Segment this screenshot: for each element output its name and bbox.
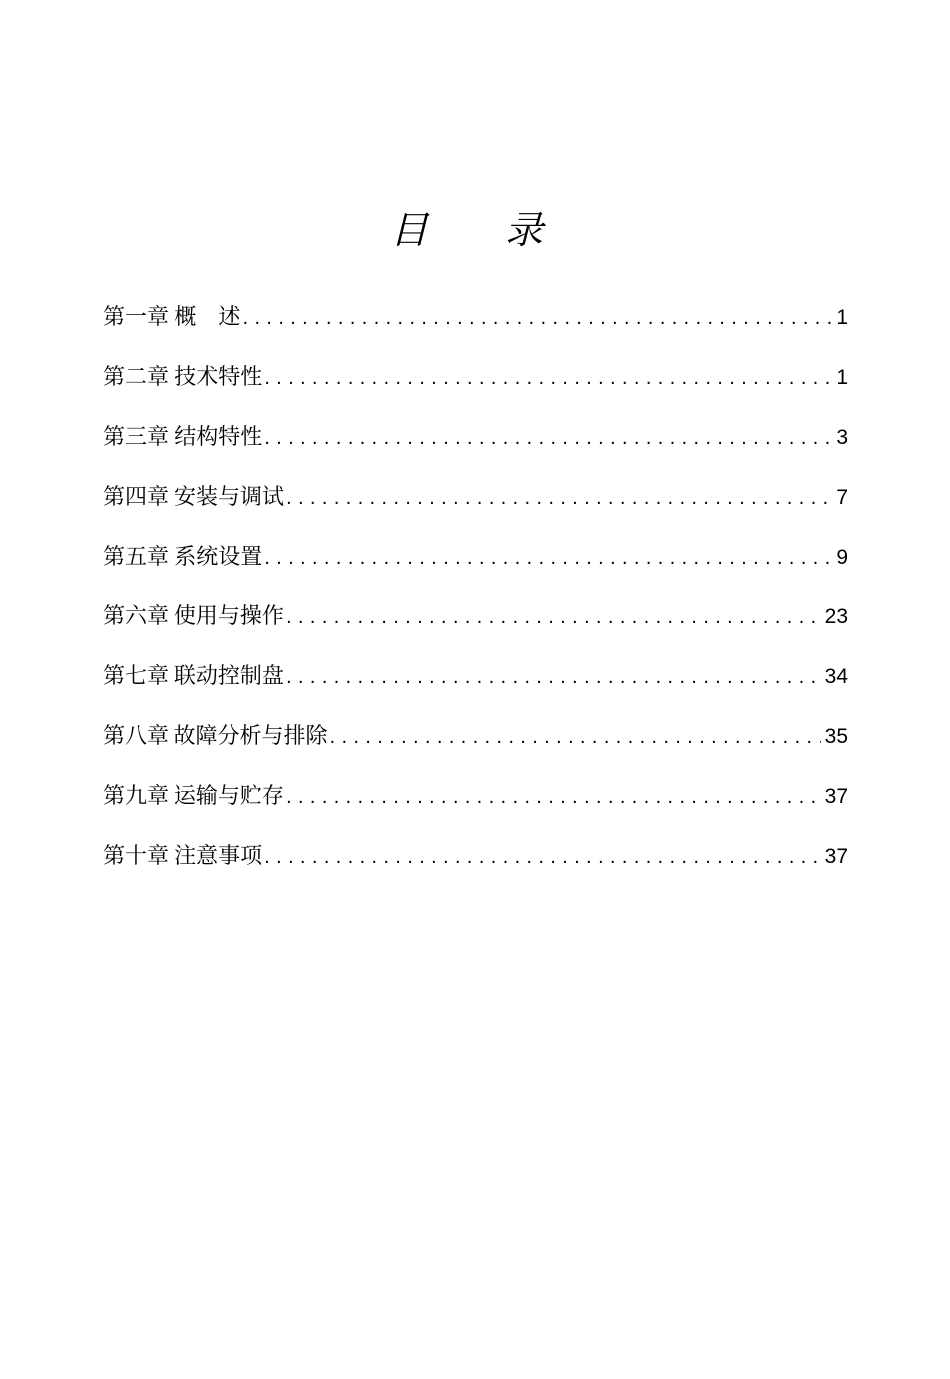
page-title [0, 200, 950, 260]
toc-entry[interactable] [103, 711, 848, 771]
toc-chapter-number: 第八章 [103, 724, 170, 750]
toc-page-number: 23 [824, 605, 848, 629]
toc-chapter-number: 第六章 [103, 604, 170, 630]
toc-entry[interactable] [103, 472, 848, 532]
toc-chapter-name: 使用与操作 [173, 604, 284, 630]
toc-chapter-name: 结构特性 [174, 424, 263, 450]
toc-chapter-number: 第三章 [103, 424, 170, 450]
toc-dot-leader [240, 293, 832, 345]
toc-dot-leader [262, 413, 832, 465]
toc-entry[interactable] [103, 771, 848, 831]
toc-page-number: 9 [836, 545, 848, 569]
toc-page-number: 34 [824, 665, 848, 689]
toc-chapter-name: 安装与调试 [174, 484, 285, 510]
toc-dot-leader [328, 712, 821, 764]
toc-entry[interactable] [103, 352, 848, 412]
toc-page-number: 35 [824, 725, 848, 749]
toc-entry[interactable] [103, 532, 848, 592]
toc-page-number: 3 [836, 425, 848, 449]
toc-entry[interactable] [103, 591, 848, 651]
toc-chapter-number: 第七章 [103, 664, 170, 690]
toc-chapter-number: 第九章 [103, 784, 170, 810]
toc-dot-leader [284, 473, 832, 525]
toc-dot-leader [284, 592, 821, 644]
toc-page-number: 37 [824, 845, 848, 869]
toc-dot-leader [262, 533, 832, 585]
toc-chapter-name: 联动控制盘 [173, 664, 284, 690]
toc-page-number: 7 [836, 485, 848, 509]
toc-chapter-number: 第二章 [103, 364, 170, 390]
toc-dot-leader [262, 832, 821, 884]
title-char-right: 录 [505, 208, 544, 252]
table-of-contents [103, 292, 848, 891]
toc-chapter-number: 第十章 [103, 844, 170, 870]
toc-chapter-name: 故障分析与排除 [173, 724, 328, 750]
toc-page-number: 1 [836, 306, 848, 329]
toc-chapter-name: 概 述 [174, 305, 241, 330]
toc-chapter-name: 系统设置 [174, 544, 263, 570]
toc-page-number: 37 [824, 785, 848, 809]
toc-chapter-number: 第一章 [103, 305, 170, 330]
toc-dot-leader [284, 772, 821, 824]
toc-entry[interactable] [103, 831, 848, 891]
toc-entry[interactable] [103, 412, 848, 472]
title-char-left: 目 [390, 208, 429, 252]
toc-chapter-name: 运输与贮存 [173, 784, 284, 810]
toc-chapter-number: 第四章 [103, 484, 170, 510]
toc-chapter-name: 技术特性 [174, 364, 263, 390]
toc-chapter-number: 第五章 [103, 544, 170, 570]
toc-entry[interactable] [103, 292, 848, 352]
toc-entry[interactable] [103, 651, 848, 711]
toc-page-number: 1 [836, 365, 848, 389]
toc-dot-leader [262, 353, 832, 405]
toc-chapter-name: 注意事项 [174, 844, 263, 870]
toc-dot-leader [284, 652, 821, 704]
